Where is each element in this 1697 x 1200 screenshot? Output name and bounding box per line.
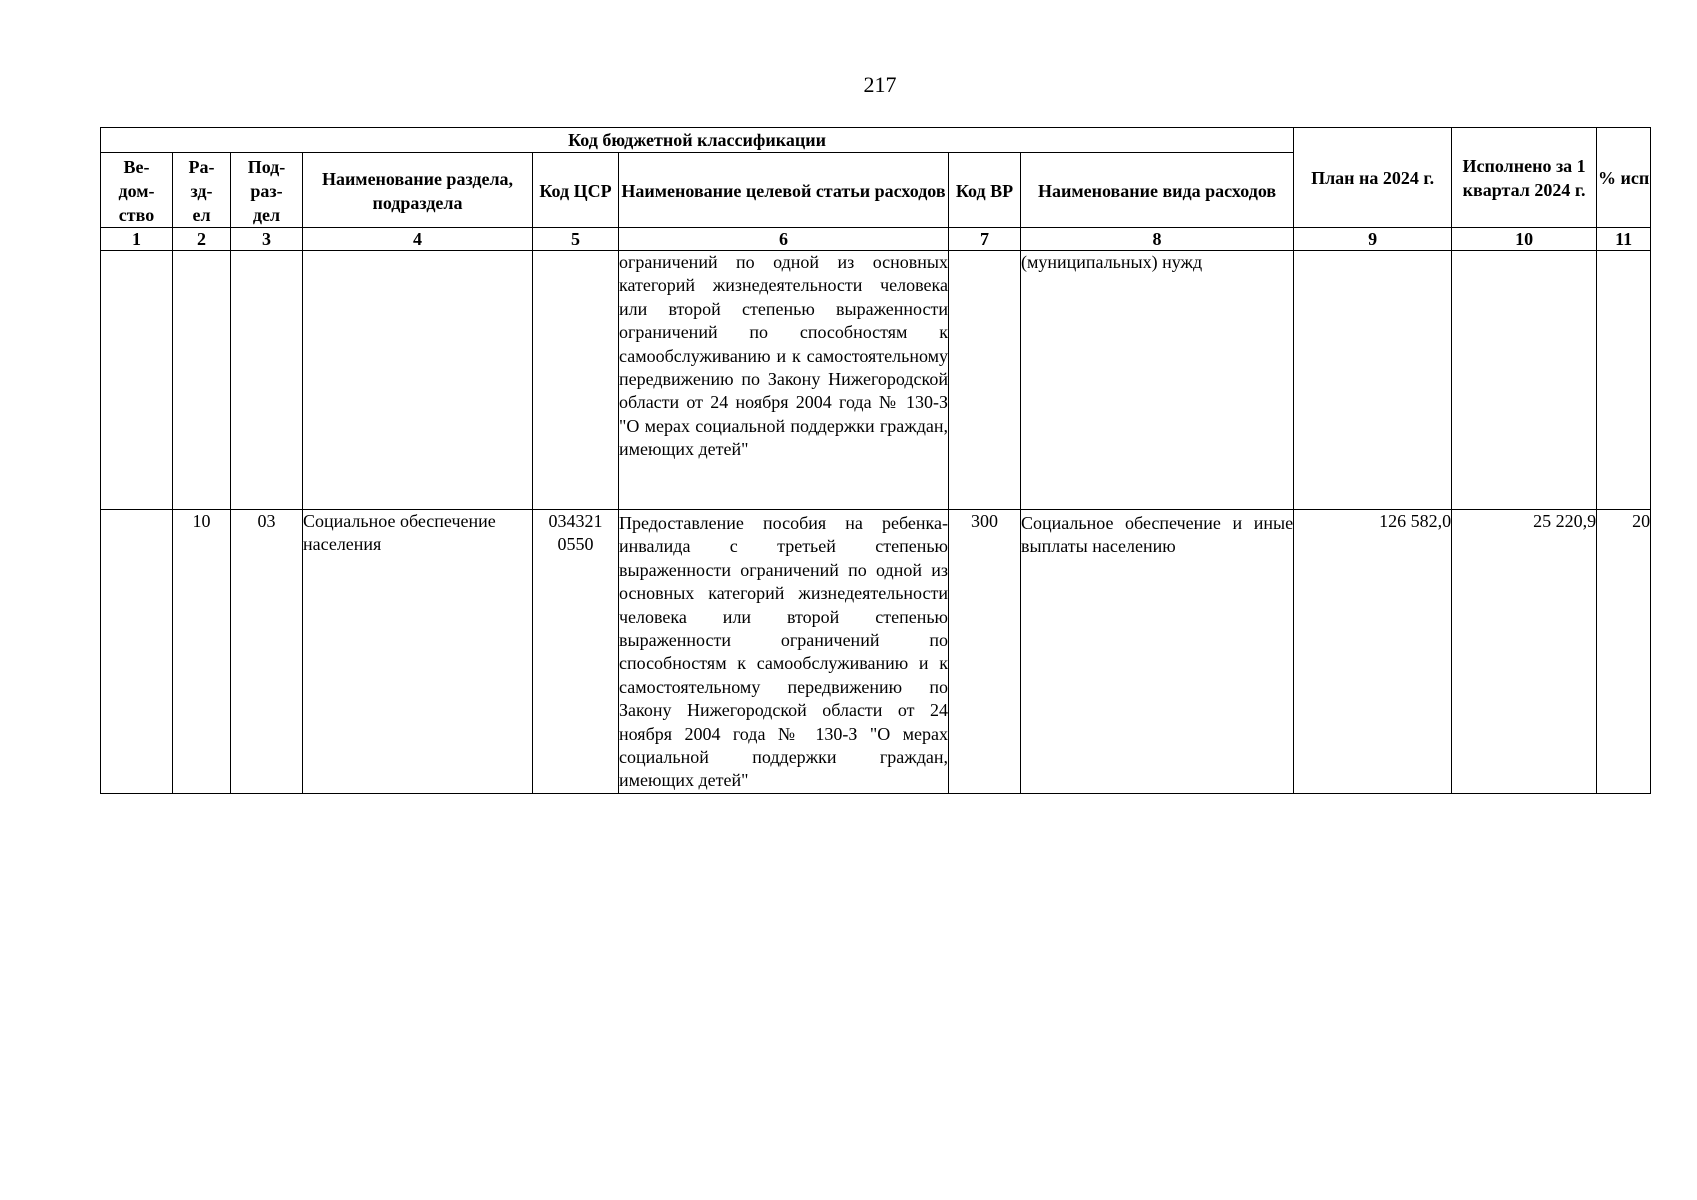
cell-statya-name: Предоставление пособия на ребенка-инвалида с третьей степенью выраженности ограничений по одной из основных категорий жизнедеятельности человека или второй степенью выраженности ограничений по способностям к самообслуживанию и к самостоятельному передвижению по Закону Нижегородской области от 24 ноября 2004 года № 130-З "О мерах социальной поддержки граждан, имеющих детей" — [619, 510, 949, 794]
header-statya-name: Наименование целевой статьи расходов — [619, 153, 949, 228]
header-kod-csr: Код ЦСР — [533, 153, 619, 228]
cell-kod-vr: 300 — [949, 510, 1021, 794]
cell-podrazdel: 03 — [231, 510, 303, 794]
column-number: 2 — [173, 228, 231, 251]
cell-razdel: 10 — [173, 510, 231, 794]
cell-ispolneno: 25 220,9 — [1452, 510, 1597, 794]
column-number: 11 — [1597, 228, 1651, 251]
header-pct: % исп — [1597, 128, 1651, 228]
page-number: 217 — [863, 72, 897, 97]
header-razdel-name: Наименование раздела, подраздела — [303, 153, 533, 228]
column-number: 1 — [101, 228, 173, 251]
header-plan: План на 2024 г. — [1294, 128, 1452, 228]
cell-razdel-name — [303, 251, 533, 510]
cell-statya-name: ограничений по одной из основных категорий жизнедеятельности человека или второй степенью выраженности ограничений по способностям к самообслуживанию и к самостоятельному передвижению по Закону Нижегородской области от 24 ноября 2004 года № 130-З "О мерах социальной поддержки граждан, имеющих детей" — [619, 251, 949, 510]
cell-vid-name: Социальное обеспечение и иные выплаты населению — [1021, 510, 1294, 794]
column-number: 8 — [1021, 228, 1294, 251]
cell-vedomstvo — [101, 251, 173, 510]
header-podrazdel: Под- раз- дел — [231, 153, 303, 228]
cell-kod-vr — [949, 251, 1021, 510]
table-row — [101, 510, 1651, 794]
header-ispolneno: Исполнено за 1 квартал 2024 г. — [1452, 128, 1597, 228]
column-number: 6 — [619, 228, 949, 251]
cell-pct — [1597, 251, 1651, 510]
column-number: 4 — [303, 228, 533, 251]
column-numbers-row — [101, 228, 1651, 251]
header-vedomstvo: Ве- дом- ство — [101, 153, 173, 228]
cell-vid-name: (муниципальных) нужд — [1021, 251, 1294, 510]
group-header-budget-code: Код бюджетной классификации — [101, 128, 1294, 153]
cell-plan: 126 582,0 — [1294, 510, 1452, 794]
budget-table — [100, 127, 1651, 794]
header-razdel: Ра- зд- ел — [173, 153, 231, 228]
cell-razdel — [173, 251, 231, 510]
cell-ispolneno — [1452, 251, 1597, 510]
cell-vedomstvo — [101, 510, 173, 794]
cell-kod-csr — [533, 251, 619, 510]
header-row-group — [101, 128, 1651, 153]
column-number: 10 — [1452, 228, 1597, 251]
header-kod-vr: Код ВР — [949, 153, 1021, 228]
column-number: 3 — [231, 228, 303, 251]
cell-razdel-name: Социальное обеспечение населения — [303, 510, 533, 794]
cell-podrazdel — [231, 251, 303, 510]
column-number: 7 — [949, 228, 1021, 251]
column-number: 9 — [1294, 228, 1452, 251]
header-vid-name: Наименование вида расходов — [1021, 153, 1294, 228]
cell-plan — [1294, 251, 1452, 510]
table-row — [101, 251, 1651, 510]
cell-kod-csr: 034321 0550 — [533, 510, 619, 794]
cell-pct: 20 — [1597, 510, 1651, 794]
column-number: 5 — [533, 228, 619, 251]
